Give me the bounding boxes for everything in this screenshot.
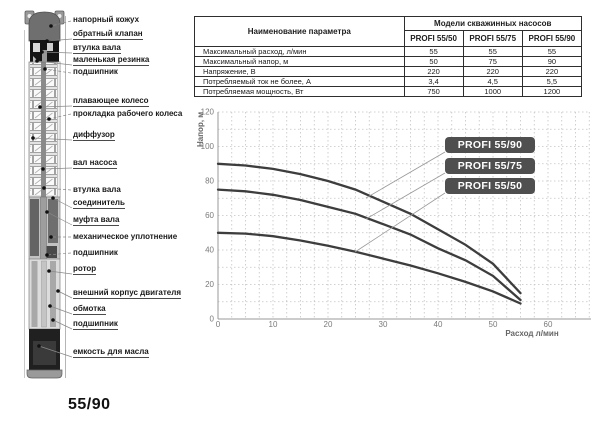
curve-badge-55-50: PROFI 55/50	[445, 178, 535, 194]
y-tick-label: 80	[205, 176, 214, 186]
param-value: 55	[463, 47, 522, 57]
param-value: 55	[522, 47, 581, 57]
table-row	[195, 47, 582, 57]
table-header-row-models	[195, 17, 582, 31]
label-pump-shaft: вал насоса	[73, 158, 118, 167]
models-header-cell: Модели скважинных насосов	[404, 17, 581, 31]
table-row	[195, 87, 582, 97]
table-row	[195, 67, 582, 77]
param-value: 4,5	[463, 77, 522, 87]
y-axis-title: Напор, м	[196, 111, 205, 147]
param-value: 75	[463, 57, 522, 67]
param-header-cell: Наименование параметра	[195, 17, 405, 47]
badge-leader-line	[355, 193, 445, 252]
param-value: 220	[404, 67, 463, 77]
column-header: PROFI 55/75	[463, 31, 522, 47]
param-value: 1200	[522, 87, 581, 97]
curve-badge-55-90: PROFI 55/90	[445, 137, 535, 153]
param-value: 90	[522, 57, 581, 67]
label-floating-impeller: плавающее колесо	[73, 96, 149, 105]
param-name: Потребляемый ток не более, А	[195, 77, 405, 87]
label-bearing-mid: подшипник	[73, 248, 118, 257]
label-motor-outer-casing: внешний корпус двигателя	[73, 288, 181, 297]
label-impeller-gasket: прокладка рабочего колеса	[73, 109, 183, 118]
param-name: Максимальный напор, м	[195, 57, 405, 67]
label-oil-reservoir: емкость для масла	[73, 347, 149, 356]
label-shaft-sleeve-mid: втулка вала	[73, 185, 121, 194]
y-tick-label: 60	[205, 211, 214, 220]
x-axis-title: Расход л/мин	[505, 329, 559, 338]
label-rotor: ротор	[73, 264, 97, 273]
y-tick-label: 0	[209, 314, 214, 324]
label-shaft-coupling: муфта вала	[73, 215, 120, 224]
y-tick-label: 20	[205, 280, 214, 289]
param-value: 220	[522, 67, 581, 77]
x-tick-label: 60	[543, 320, 553, 329]
chart-canvas	[195, 100, 595, 345]
curve-badge-55-75: PROFI 55/75	[445, 158, 535, 174]
x-tick-label: 30	[378, 320, 388, 329]
label-check-valve: обратный клапан	[73, 29, 143, 38]
param-name: Максимальный расход, л/мин	[195, 47, 405, 57]
x-tick-label: 10	[268, 320, 278, 329]
param-value: 50	[404, 57, 463, 67]
model-caption: 55/90	[68, 396, 111, 413]
table-row	[195, 57, 582, 67]
label-connector: соединитель	[73, 198, 125, 207]
label-pressure-casing: напорный кожух	[73, 15, 140, 24]
param-value: 220	[463, 67, 522, 77]
param-name: Потребляемая мощность, Вт	[195, 87, 405, 97]
param-value: 1000	[463, 87, 522, 97]
label-diffuser: диффузор	[73, 130, 115, 139]
label-mechanical-seal: механическое уплотнение	[73, 232, 178, 241]
label-bearing-top: подшипник	[73, 67, 118, 76]
pump-curves-chart	[195, 100, 595, 345]
label-small-rubber: маленькая резинка	[73, 55, 150, 64]
badge-leader-line	[366, 152, 445, 198]
x-tick-label: 40	[433, 320, 443, 329]
specs-table	[194, 16, 582, 97]
column-header: PROFI 55/50	[404, 31, 463, 47]
y-tick-label: 40	[205, 245, 214, 255]
x-tick-label: 0	[215, 320, 221, 329]
x-tick-label: 20	[323, 320, 333, 329]
y-tick-label: 120	[200, 107, 214, 117]
column-header: PROFI 55/90	[522, 31, 581, 47]
label-bearing-bottom: подшипник	[73, 319, 118, 328]
x-tick-label: 50	[488, 320, 498, 329]
param-value: 750	[404, 87, 463, 97]
y-tick-label: 100	[200, 142, 214, 151]
label-shaft-sleeve-top: втулка вала	[73, 43, 121, 52]
param-value: 5,5	[522, 77, 581, 87]
table-row	[195, 77, 582, 87]
label-winding: обмотка	[73, 304, 106, 313]
param-name: Напряжение, В	[195, 67, 405, 77]
param-value: 55	[404, 47, 463, 57]
param-value: 3,4	[404, 77, 463, 87]
